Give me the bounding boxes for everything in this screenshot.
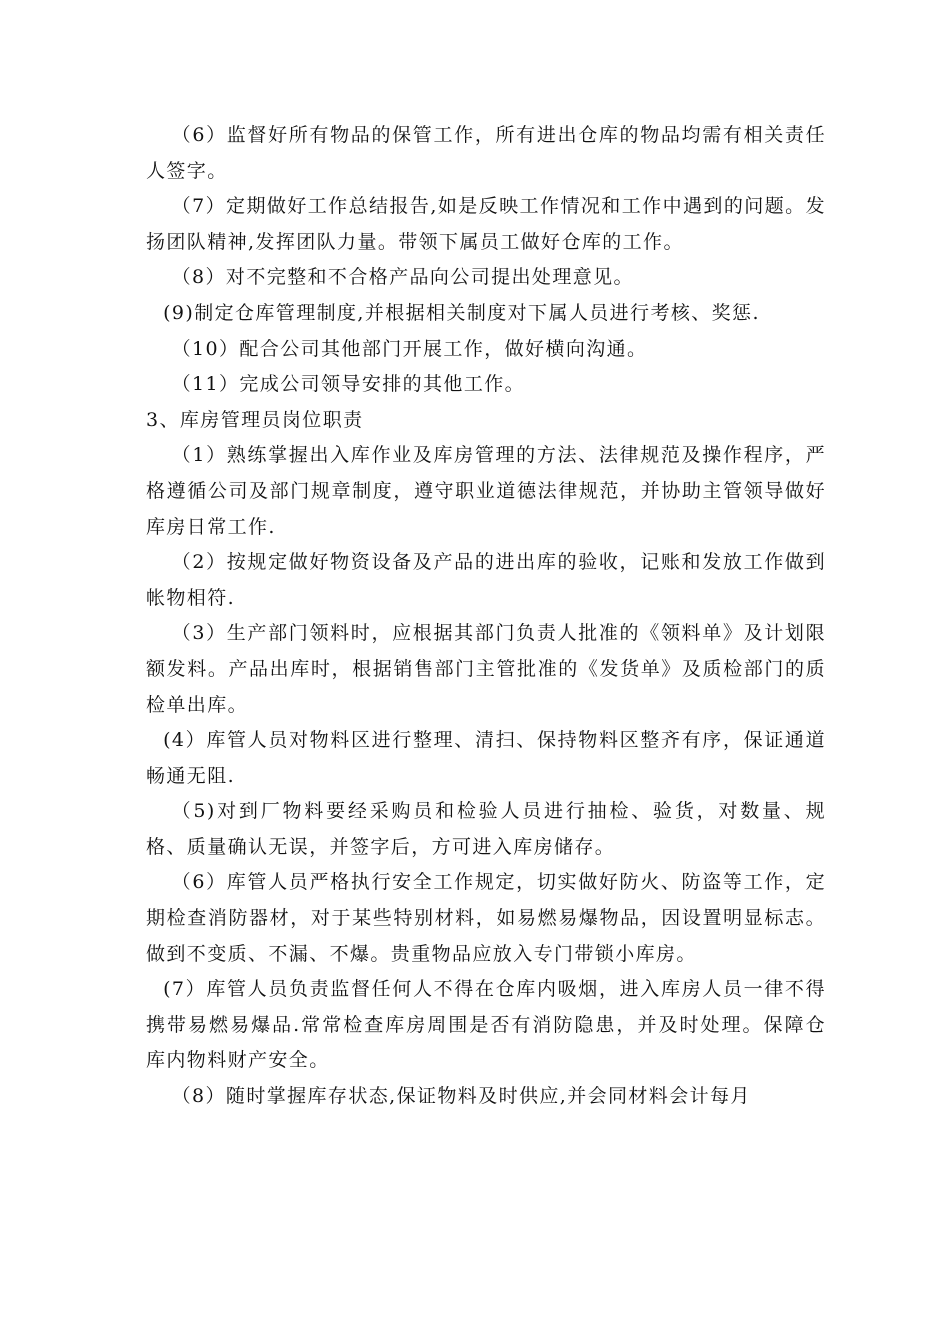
paragraph-duty-6: （6）监督好所有物品的保管工作，所有进出仓库的物品均需有相关责任人签字。 [146, 124, 826, 182]
paragraph-keeper-duty-4: (4）库管人员对物料区进行整理、清扫、保持物料区整齐有序，保证通道畅通无阻. [146, 729, 826, 787]
section-heading-warehouse-keeper: 3、库房管理员岗位职责 [146, 408, 364, 431]
paragraph-duty-11: （11）完成公司领导安排的其他工作。 [171, 373, 526, 396]
paragraph-keeper-duty-7: (7）库管人员负责监督任何人不得在仓库内吸烟，进入库房人员一律不得携带易燃易爆品.常常检查库房周围是否有消防隐患，并及时处理。保障仓库内物料财产安全。 [146, 978, 826, 1072]
paragraph-keeper-duty-5: （5)对到厂物料要经采购员和检验人员进行抽检、验货，对数量、规格、质量确认无误，并签字后，方可进入库房储存。 [146, 800, 826, 858]
paragraph-duty-8: （8）对不完整和不合格产品向公司提出处理意见。 [171, 266, 634, 289]
paragraph-duty-9: (9)制定仓库管理制度,并根据相关制度对下属人员进行考核、奖惩. [163, 301, 760, 324]
paragraph-duty-7: （7）定期做好工作总结报告,如是反映工作情况和工作中遇到的问题。发扬团队精神,发挥团队力量。带领下属员工做好仓库的工作。 [146, 195, 826, 253]
paragraph-keeper-duty-8: （8）随时掌握库存状态,保证物料及时供应,并会同材料会计每月 [171, 1085, 751, 1108]
paragraph-keeper-duty-6: （6）库管人员严格执行安全工作规定，切实做好防火、防盗等工作，定期检查消防器材，对于某些特别材料，如易燃易爆物品，因设置明显标志。做到不变质、不漏、不爆。贵重物品应放入专门带锁小库房。 [146, 871, 826, 965]
paragraph-keeper-duty-3: （3）生产部门领料时，应根据其部门负责人批准的《领料单》及计划限额发料。产品出库时，根据销售部门主管批准的《发货单》及质检部门的质检单出库。 [146, 622, 826, 716]
document-body [146, 118, 826, 1115]
paragraph-keeper-duty-1: （1）熟练掌握出入库作业及库房管理的方法、法律规范及操作程序，严格遵循公司及部门规章制度，遵守职业道德法律规范，并协助主管领导做好库房日常工作. [146, 444, 826, 538]
paragraph-keeper-duty-2: （2）按规定做好物资设备及产品的进出库的验收，记账和发放工作做到帐物相符. [146, 551, 826, 609]
paragraph-duty-10: （10）配合公司其他部门开展工作，做好横向沟通。 [171, 337, 648, 360]
